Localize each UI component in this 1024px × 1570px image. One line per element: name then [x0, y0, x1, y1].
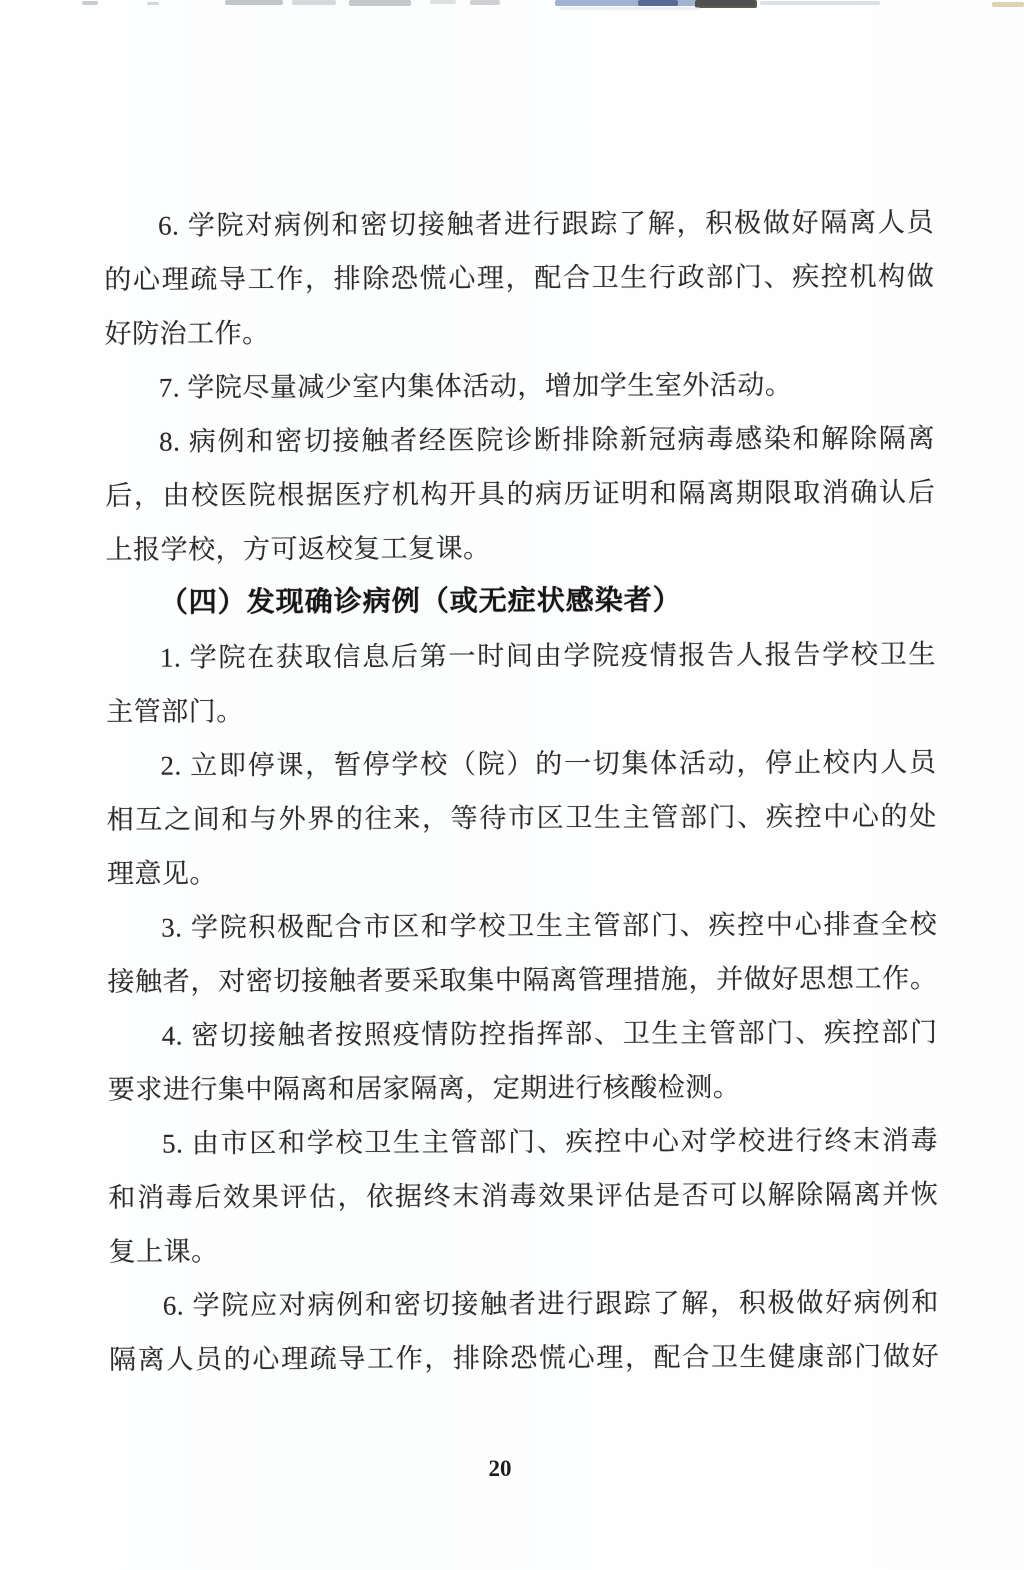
paragraph-line: 2. 立即停课，暂停学校（院）的一切集体活动，停止校内人员	[160, 747, 937, 781]
paragraph-line: 复上课。	[108, 1236, 219, 1267]
document-body	[104, 195, 939, 1387]
paragraph	[106, 735, 937, 901]
paragraph-line: 和消毒后效果评估，依据终末消毒效果评估是否可以解除隔离并恢	[108, 1179, 939, 1213]
paragraph	[107, 897, 937, 1009]
paragraph-line: 上报学校，方可返校复工复课。	[105, 533, 491, 565]
scan-artifact	[760, 1, 880, 5]
paragraph-line: 8. 病例和密切接触者经医院诊断排除新冠病毒感染和解除隔离	[158, 423, 936, 457]
paragraph-line: 3. 学院积极配合市区和学校卫生主管部门、疾控中心排查全校	[161, 909, 938, 943]
scan-artifact	[349, 0, 411, 6]
paragraph-line: 后，由校医院根据医疗机构开具的病历证明和隔离期限取消确认后	[105, 477, 936, 511]
paragraph	[104, 195, 935, 361]
section-heading	[106, 573, 936, 631]
paragraph-line: 主管部门。	[106, 696, 244, 727]
paragraph-line: 6. 学院对病例和密切接触者进行跟踪了解，积极做好隔离人员	[158, 207, 935, 241]
scan-artifact	[430, 0, 456, 4]
page-number: 20	[488, 1456, 512, 1481]
paragraph-line: 接触者，对密切接触者要采取集中隔离管理措施，并做好思想工作。	[107, 963, 938, 997]
paragraph	[105, 357, 935, 415]
scan-artifact	[292, 0, 336, 5]
paragraph	[106, 627, 936, 739]
paragraph-line: 5. 由市区和学校卫生主管部门、疾控中心对学校进行终末消毒	[162, 1125, 939, 1159]
paragraph-line: 1. 学院在获取信息后第一时间由学院疫情报告人报告学校卫生	[159, 639, 937, 673]
scan-artifact	[555, 0, 755, 6]
paragraph	[109, 1275, 939, 1387]
paragraph-line: 相互之间和与外界的往来，等待市区卫生主管部门、疾控中心的处	[106, 801, 937, 835]
paragraph-line: 的心理疏导工作，排除恐慌心理，配合卫生行政部门、疾控机构做	[104, 261, 935, 295]
scan-artifact	[470, 0, 500, 5]
paragraph-line: 6. 学院应对病例和密切接触者进行跟踪了解，积极做好病例和	[162, 1287, 939, 1321]
paragraph-line: 要求进行集中隔离和居家隔离，定期进行核酸检测。	[107, 1072, 741, 1105]
section-heading-line: （四）发现确诊病例（或无症状感染者）	[159, 585, 682, 619]
paragraph-line: 好防治工作。	[104, 318, 270, 349]
paragraph	[108, 1113, 939, 1279]
scan-artifact	[695, 0, 757, 8]
paragraph-line: 4. 密切接触者按照疫情防控指挥部、卫生主管部门、疾控部门	[161, 1017, 938, 1051]
scan-artifact	[82, 1, 98, 5]
paragraph-line: 理意见。	[106, 858, 218, 889]
paragraph	[105, 411, 936, 577]
paragraph-line: 隔离人员的心理疏导工作，排除恐慌心理，配合卫生健康部门做好	[109, 1341, 940, 1375]
scan-artifact	[992, 2, 1024, 7]
scan-artifact	[560, 7, 700, 10]
scan-artifact	[225, 0, 283, 5]
scan-artifact	[147, 2, 159, 5]
paragraph-line: 7. 学院尽量减少室内集体活动，增加学生室外活动。	[158, 369, 793, 403]
scan-artifact	[638, 0, 678, 6]
paragraph	[108, 1005, 938, 1117]
